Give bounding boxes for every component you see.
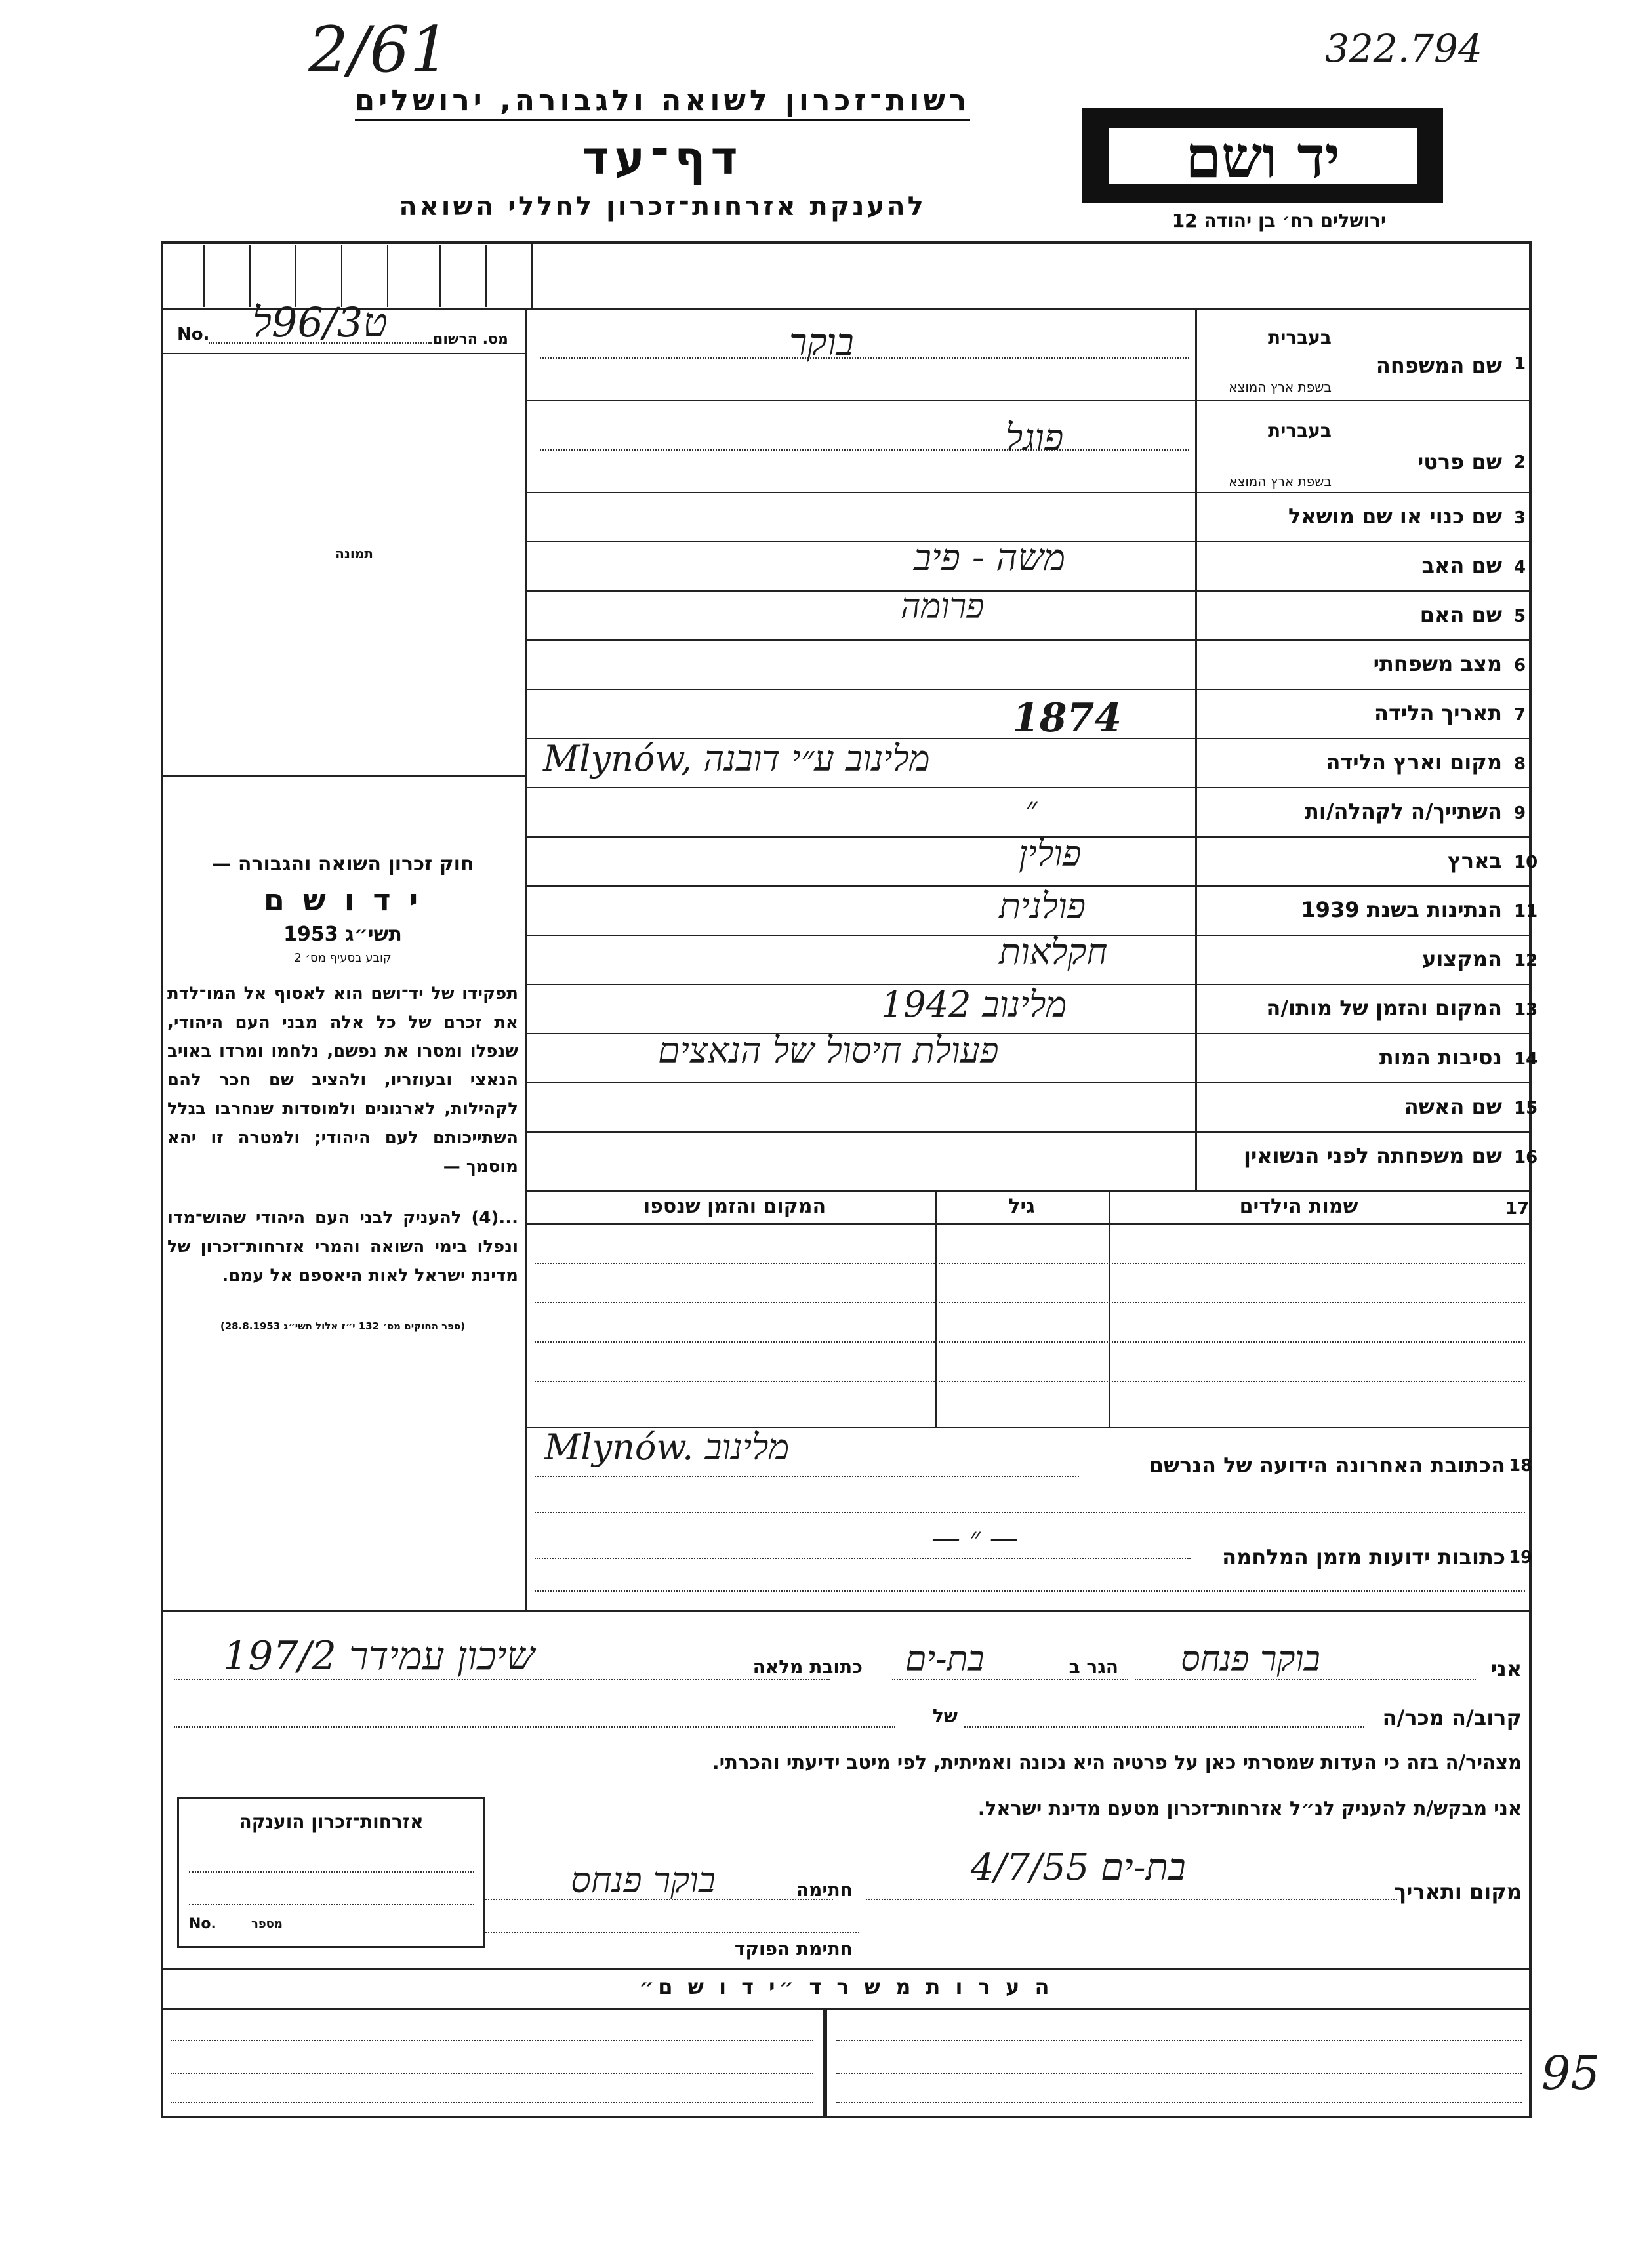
law-year: תשי״ג 1953: [283, 923, 402, 946]
field-9-value: ״: [1025, 790, 1038, 827]
citizenship-no-heb: מספר: [251, 1917, 283, 1931]
field-1-sub: בעברית: [1267, 327, 1332, 348]
decl-of-label: של: [932, 1705, 958, 1727]
decl-signature-label: חתימה: [796, 1879, 853, 1901]
citizenship-box-title: אזרחות־זכרון הוענקה: [239, 1811, 424, 1833]
field-7-value: 1874: [1012, 695, 1122, 741]
decl-resident-label: הגר ב: [1069, 1656, 1118, 1678]
reg-no-heb: מס. הרשום: [433, 331, 508, 348]
remarks-title: ה ע ר ו ת מ ש ר ד ״י ד ו ש ם״: [639, 1974, 1053, 1999]
field-2-sub2: בשפת ארץ המוצא: [1229, 474, 1332, 489]
decl-relative-label: קרוב/ה מכר/ה: [1382, 1705, 1522, 1730]
field-3-num: 3: [1514, 508, 1526, 528]
field-11-label: הנתינות בשנת 1939: [1301, 897, 1502, 922]
citizenship-no-label: No.: [189, 1916, 216, 1932]
field-4-num: 4: [1514, 557, 1526, 577]
header-address: ירושלים רח׳ בן יהודה 12: [1172, 210, 1387, 232]
field-17-num: 17: [1505, 1199, 1530, 1219]
handwritten-ref: 2/61: [308, 13, 450, 87]
header-authority: רשות־זכרון לשואה ולגבורה, ירושלים: [289, 84, 1036, 117]
field-14-value: פעולת חיסול של הנאצים: [658, 1030, 999, 1071]
field-5-value: פרומה: [901, 587, 985, 626]
field-2-label: שם פרטי: [1417, 449, 1502, 474]
field-10-value: פולין: [1019, 833, 1082, 874]
field-8-label: מקום וארץ הלידה: [1326, 750, 1502, 775]
decl-signature-value: בוקר פנחס: [571, 1859, 716, 1901]
field-7-num: 7: [1514, 705, 1526, 725]
decl-officer-label: חתימת הפוקד: [734, 1938, 853, 1960]
field-2-sub: בעברית: [1267, 420, 1332, 441]
field-1-label: שם המשפחה: [1375, 353, 1502, 378]
field-18-value: Mlynów. מלינוב: [544, 1427, 790, 1468]
form-title: דף־עד: [582, 131, 743, 185]
law-clause: קובע בסעיף מס׳ 2: [294, 951, 392, 965]
field-13-value: מלינוב 1942: [881, 984, 1067, 1025]
photo-label: תמונה: [335, 546, 373, 561]
field-4-value: משה - פיב: [914, 537, 1066, 579]
decl-i-label: אני: [1490, 1656, 1522, 1681]
field-18-label: הכתובת האחרונה הידועה של הנרשם: [1149, 1453, 1505, 1478]
field-8-num: 8: [1514, 754, 1526, 774]
field-6-label: מצב משפחתי: [1373, 651, 1502, 676]
field-19-num: 19: [1509, 1548, 1533, 1568]
field-12-label: המקצוע: [1422, 946, 1502, 971]
children-col-age: גיל: [1008, 1195, 1035, 1218]
field-8-value: Mlynów, מלינוב ע״י דובנה: [543, 738, 930, 779]
field-1-value: בוקר: [789, 321, 854, 364]
field-4-label: שם האב: [1421, 553, 1502, 578]
field-15-num: 15: [1514, 1099, 1538, 1118]
field-10-label: בארץ: [1447, 848, 1502, 873]
field-5-num: 5: [1514, 607, 1526, 626]
law-text: [167, 853, 518, 1332]
field-1-sub2: בשפת ארץ המוצא: [1229, 379, 1332, 395]
reg-no-label: No.: [177, 325, 210, 344]
law-title: חוק זכרון השואה והגבורה —: [211, 853, 474, 876]
citizenship-box: [177, 1797, 485, 1948]
field-12-num: 12: [1514, 951, 1538, 971]
page-number: 95: [1541, 2046, 1600, 2100]
field-18-num: 18: [1509, 1456, 1533, 1476]
field-14-num: 14: [1514, 1049, 1538, 1069]
decl-i-value: בוקר פנחס: [1181, 1640, 1320, 1679]
law-footnote: (ספר החוקים מס׳ 132 י״ז אלול תשי״ג 28.8.1953): [220, 1320, 466, 1332]
field-3-label: שם כנוי או שם מושאל: [1288, 504, 1502, 529]
children-col-place: המקום והזמן שנספו: [643, 1195, 826, 1218]
stamp-number: 322.794: [1325, 26, 1482, 71]
field-13-label: המקום והזמן של מותו/ה: [1266, 996, 1502, 1021]
field-9-num: 9: [1514, 803, 1526, 823]
field-16-label: שם משפחתה לפני הנשואין: [1243, 1143, 1502, 1168]
form-subtitle: להענקת אזרחות־זכרון לחללי השואה: [399, 192, 926, 222]
field-14-label: נסיבות המות: [1379, 1045, 1502, 1070]
field-1-num: 1: [1514, 354, 1526, 374]
field-19-value: — ״ —: [931, 1522, 1019, 1555]
decl-place-date-label: מקום ותאריך: [1394, 1879, 1522, 1904]
field-10-num: 10: [1514, 853, 1538, 872]
field-13-num: 13: [1514, 1000, 1538, 1020]
field-6-num: 6: [1514, 656, 1526, 676]
fields-area: [527, 308, 1538, 1190]
decl-line-1: מצהיר/ה בזה כי העדות שמסרתי כאן על פרטיה היא נכונה ואמיתית, לפי מיטב ידיעתי והכרתי.: [712, 1751, 1522, 1773]
field-11-value: פולנית: [999, 885, 1086, 927]
law-body-2: ...(4) להעניק לבני העם היהודי שהוש־מדו ונפלו בימי השואה והמרי אזרחות־זכרון של מדינת ישראל לאות היאספם אל עמם.: [167, 1208, 518, 1286]
decl-address-value: שיכון עמידר 197/2: [223, 1633, 535, 1679]
field-7-label: תאריך הלידה: [1374, 700, 1502, 725]
law-body: תפקידו של יד־ושם הוא לאסוף אל המו־לדת את זכרם של כל אלה מבני העם היהודי, שנפלו ומסרו את נפשם, נלחמו ומרדו באויב הנאצי ובעוזריו, ולהציב שם חכר להם לקהילות, לארגונים ולמוסדות שנחרבו בגלל השתייכותם לעם היהודי; ולמטרה זו יהא מוסמך —: [167, 984, 518, 1177]
field-19-label: כתובות ידועות מזמן המלחמה: [1222, 1545, 1505, 1569]
field-15-label: שם האשה: [1404, 1094, 1502, 1119]
top-grid-cells: [164, 245, 528, 307]
decl-line-2: אני מבקש/ת להעניק לנ״ל אזרחות־זכרון מטעם מדינת ישראל.: [977, 1797, 1522, 1819]
field-9-label: השתייך/ה לקהלה/ות: [1304, 799, 1502, 824]
field-16-num: 16: [1514, 1148, 1538, 1167]
decl-resident-value: בת-ים: [905, 1640, 985, 1679]
field-12-value: חקלאות: [999, 931, 1108, 973]
decl-place-date-value: בת-ים 4/7/55: [971, 1846, 1186, 1889]
reg-no-value: ט96/3ל: [253, 298, 388, 346]
yad-vashem-logo: יד ושם: [1082, 108, 1443, 203]
field-11-num: 11: [1514, 902, 1538, 921]
field-2-num: 2: [1514, 453, 1526, 472]
field-2-value: פוגל: [1006, 416, 1064, 459]
decl-address-label: כתובת מלאה: [752, 1656, 863, 1678]
children-col-names: שמות הילדים: [1239, 1195, 1358, 1218]
field-5-label: שם האם: [1419, 602, 1502, 627]
law-name: י ד ו ש ם: [263, 882, 422, 918]
